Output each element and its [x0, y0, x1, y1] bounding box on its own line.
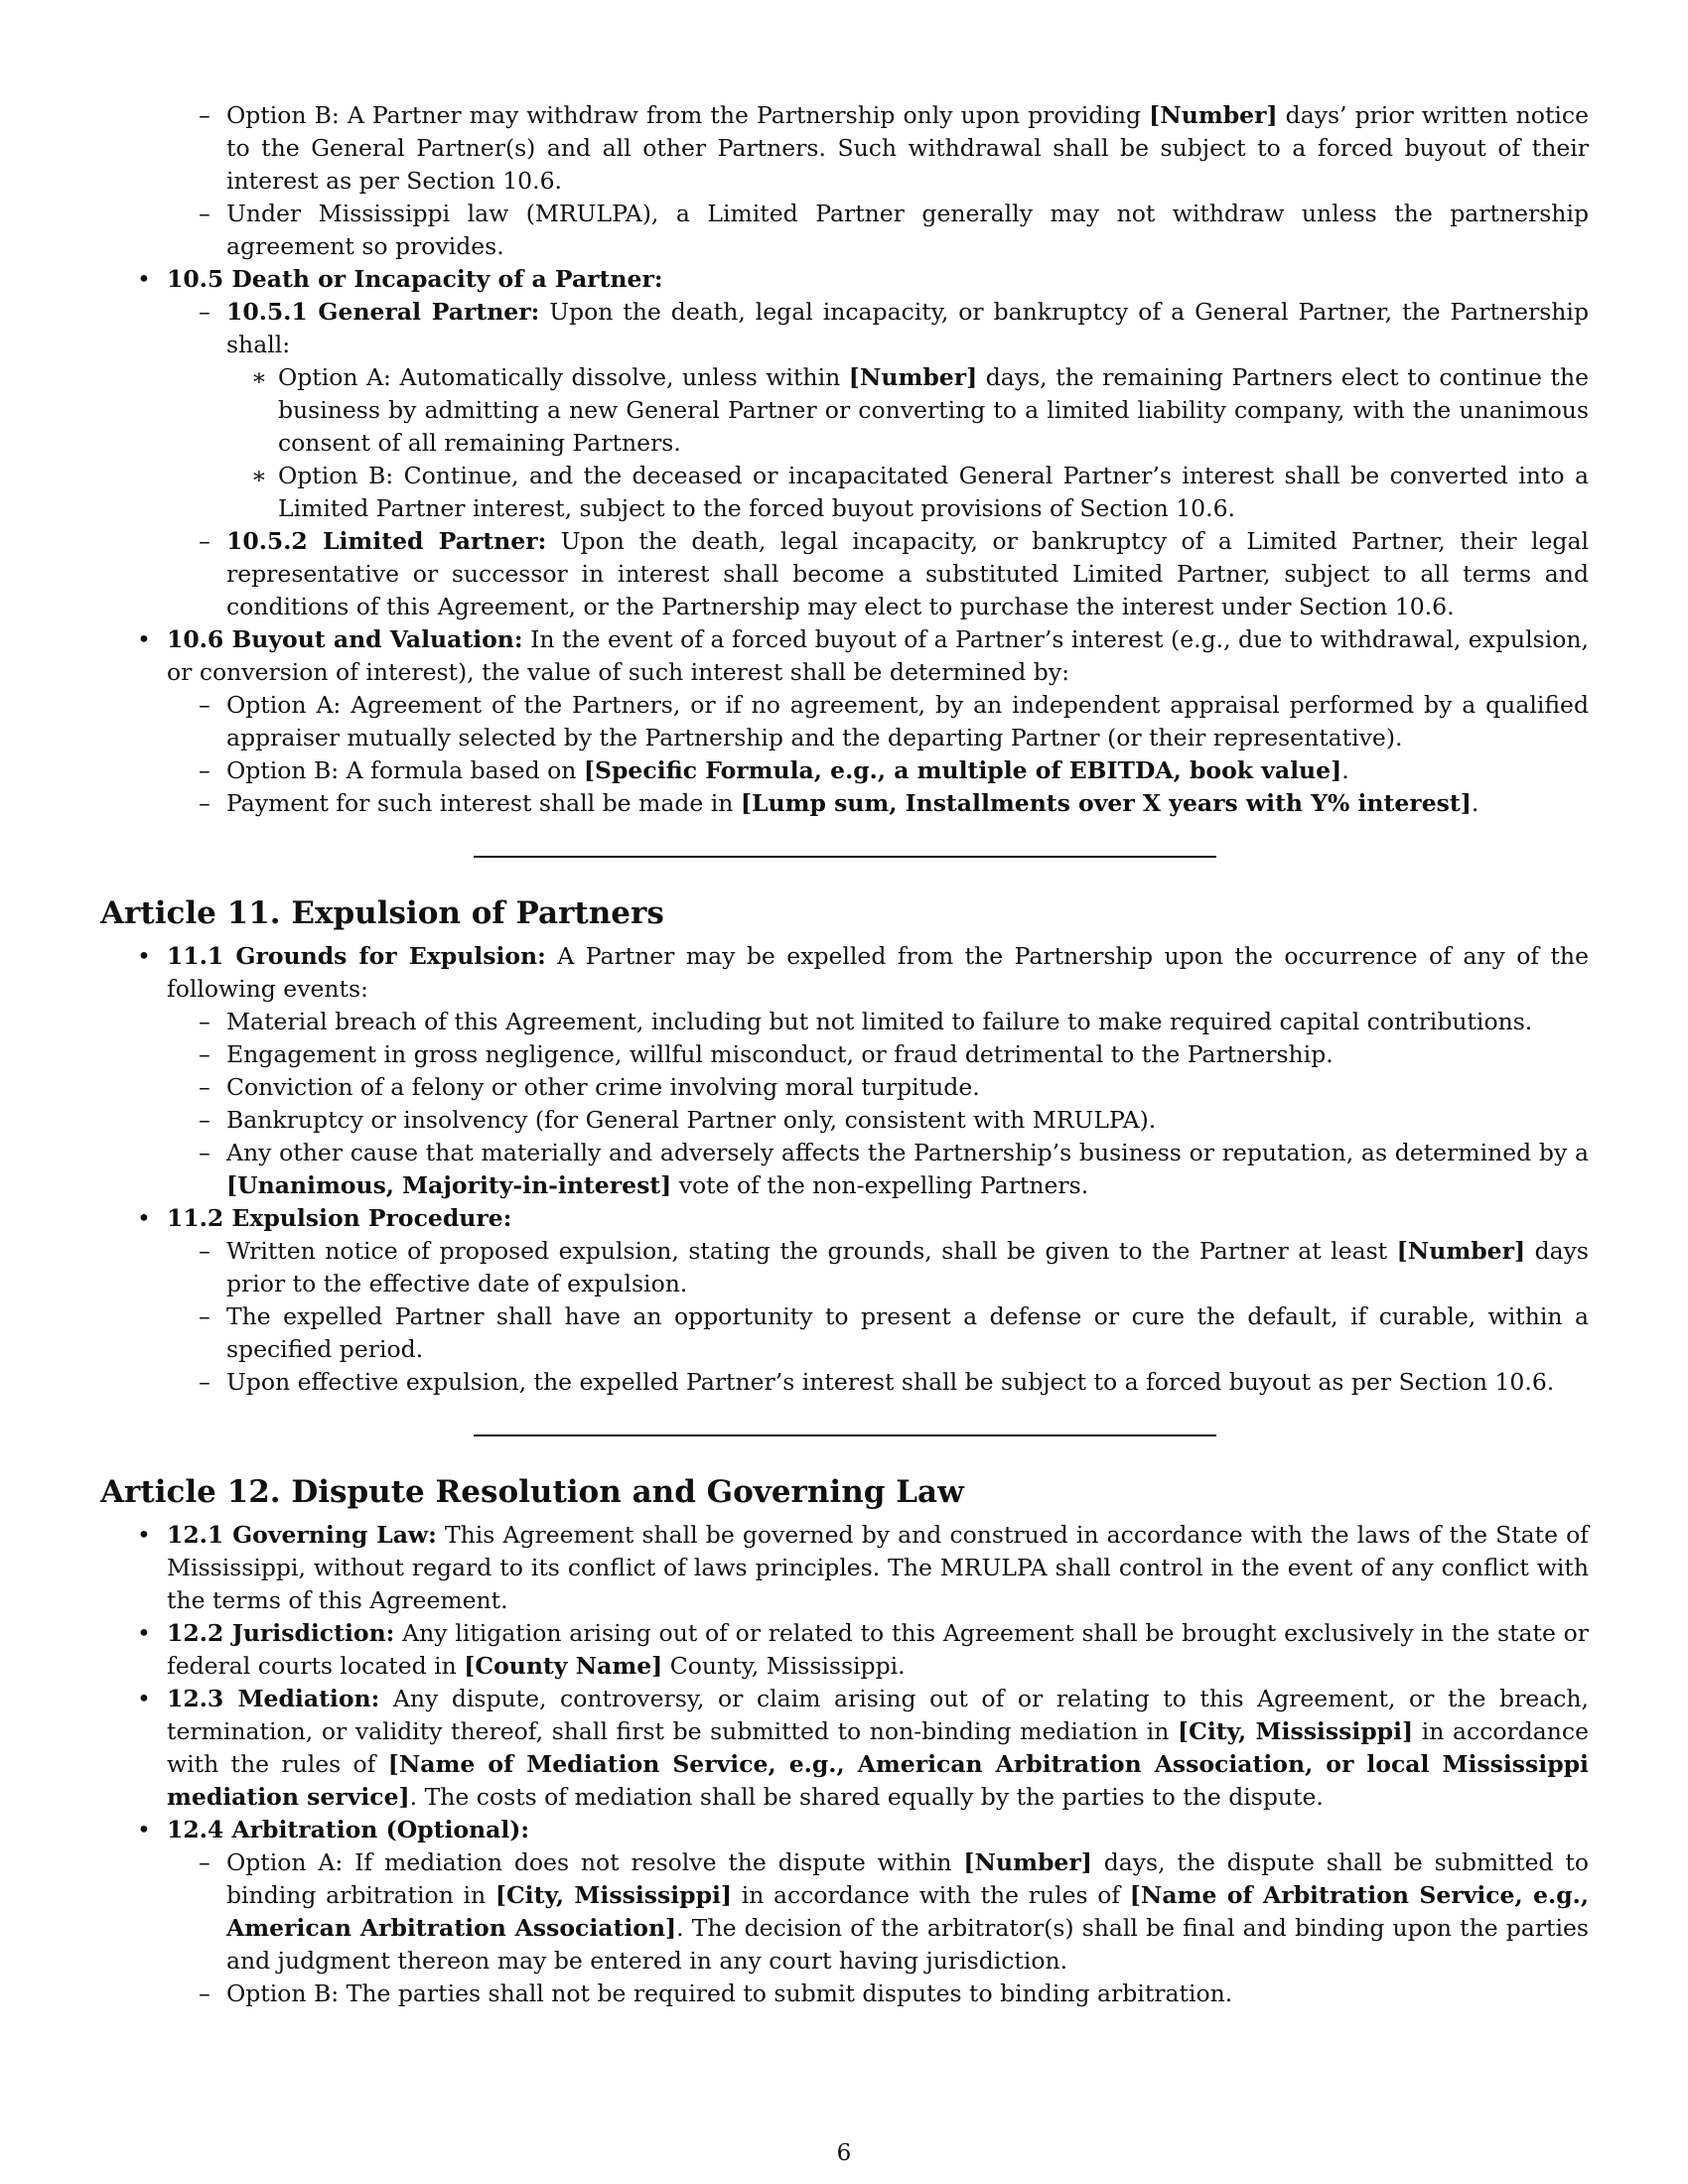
- list-item-ground-2: – Engagement in gross negligence, willful misconduct, or fraud detrimental to the Partnership.: [167, 1038, 1589, 1071]
- list-item-withdrawal-option-b: – Option B: A Partner may withdraw from the Partnership only upon providing [Number] days’ prior written notice to the General Partner(s) and all other Partners. Such withdrawal shall be subject to a forced buyout of their interest as per Section 10.6.: [167, 99, 1589, 198]
- article-12-heading: Article 12. Dispute Resolution and Governing Law: [100, 1474, 964, 1510]
- list-item-ground-4: – Bankruptcy or insolvency (for General Partner only, consistent with MRULPA).: [167, 1104, 1589, 1137]
- list-item-ground-1: – Material breach of this Agreement, including but not limited to failure to make required capital contributions.: [167, 1006, 1589, 1038]
- list-item-effective-expulsion: – Upon effective expulsion, the expelled Partner’s interest shall be subject to a forced buyout as per Section 10.6.: [167, 1366, 1589, 1399]
- section-10-5: [100, 263, 1589, 623]
- section-12-2: • 12.2 Jurisdiction: Any litigation arising out of or related to this Agreement shall be brought exclusively in the state or federal courts located in [County Name] County, Mississippi.: [100, 1617, 1589, 1683]
- document-page: [100, 99, 1589, 2010]
- list-item-gp-option-a: ∗ Option A: Automatically dissolve, unless within [Number] days, the remaining Partners elect to continue the business by admitting a new General Partner or converting to a limited liability company, with the unanimous consent of all remaining Partners.: [226, 361, 1589, 460]
- list-item-defense: – The expelled Partner shall have an opportunity to present a defense or cure the default, if curable, within a specified period.: [167, 1300, 1589, 1366]
- section-10-5-title: 10.5 Death or Incapacity of a Partner:: [167, 265, 663, 293]
- page-number: 6: [836, 2140, 852, 2166]
- section-11-1: • 11.1 Grounds for Expulsion: A Partner may be expelled from the Partnership upon the occurrence of any of the following events: – Material breach of this Agreement, including but not limited to failure to make required capital contributions. – Engagement in gross negligence, willful misconduct, or fraud detrimental to the Partnership. – Conviction of a felony or other crime involving moral turpitude. – Bankruptcy or insolvency (for General Partner only, consistent with MRULPA). – Any other cause that materially and adversely affects the Partnership’s business or reputation, as determined by a [Unanimous, Majority-in-interest] vote of the non-expelling Partners.: [100, 940, 1589, 1202]
- article-10-continuation: [100, 99, 1589, 263]
- list-item-notice: – Written notice of proposed expulsion, stating the grounds, shall be given to the Partner at least [Number] days prior to the effective date of expulsion.: [167, 1235, 1589, 1300]
- list-item-ground-3: – Conviction of a felony or other crime involving moral turpitude.: [167, 1071, 1589, 1104]
- list-item-payment: – Payment for such interest shall be made in [Lump sum, Installments over X years with Y% interest].: [167, 787, 1589, 820]
- list-item-arbitration-option-b: – Option B: The parties shall not be required to submit disputes to binding arbitration.: [167, 1978, 1589, 2010]
- article-11-heading: Article 11. Expulsion of Partners: [100, 895, 664, 931]
- list-item-valuation-option-a: – Option A: Agreement of the Partners, or if no agreement, by an independent appraisal performed by a qualified appraiser mutually selected by the Partnership and the departing Partner (or their representative).: [167, 689, 1589, 754]
- list-item-mississippi-law: – Under Mississippi law (MRULPA), a Limited Partner generally may not withdraw unless the partnership agreement so provides.: [167, 198, 1589, 263]
- section-12-4: • 12.4 Arbitration (Optional): – Option A: If mediation does not resolve the dispute within [Number] days, the dispute shall be submitted to binding arbitration in [City, Mississippi] in accordance with the rules of [Name of Arbitration Service, e.g., American Arbitration Association]. The decision of the arbitrator(s) shall be final and binding upon the parties and judgment thereon may be entered in any court having jurisdiction. – Option B: The parties shall not be required to submit disputes to binding arbitration.: [100, 1814, 1589, 2010]
- section-10-6: • 10.6 Buyout and Valuation: In the event of a forced buyout of a Partner’s interest (e.g., due to withdrawal, expulsion, or conversion of interest), the value of such interest shall be determined by: – Option A: Agreement of the Partners, or if no agreement, by an independent appraisal performed by a qualified appraiser mutually selected by the Partnership and the departing Partner (or their representative). – Option B: A formula based on [Specific Formula, e.g., a multiple of EBITDA, book value]. – Payment for such interest shall be made in [Lump sum, Installments over X years with Y% interest].: [100, 623, 1589, 820]
- section-10-5-1: – 10.5.1 General Partner: Upon the death, legal incapacity, or bankruptcy of a General Partner, the Partnership shall: ∗ Option A: Automatically dissolve, unless within [Number] days, the remaining Partners elect to continue the business by admitting a new General Partner or converting to a limited liability company, with the unanimous consent of all remaining Partners. ∗ Option B: Continue, and the deceased or incapacitated General Partner’s interest shall be converted into a Limited Partner interest, subject to the forced buyout provisions of Section 10.6.: [167, 296, 1589, 525]
- section-10-5-2: – 10.5.2 Limited Partner: Upon the death, legal incapacity, or bankruptcy of a Limited Partner, their legal representative or successor in interest shall become a substituted Limited Partner, subject to all terms and conditions of this Agreement, or the Partnership may elect to purchase the interest under Section 10.6.: [167, 525, 1589, 623]
- section-10-list: [100, 263, 1589, 820]
- list-item-arbitration-option-a: – Option A: If mediation does not resolve the dispute within [Number] days, the dispute shall be submitted to binding arbitration in [City, Mississippi] in accordance with the rules of [Name of Arbitration Service, e.g., American Arbitration Association]. The decision of the arbitrator(s) shall be final and binding upon the parties and judgment thereon may be entered in any court having jurisdiction.: [167, 1846, 1589, 1978]
- article-12-list: [100, 1519, 1589, 2010]
- list-item-valuation-option-b: – Option B: A formula based on [Specific Formula, e.g., a multiple of EBITDA, book value].: [167, 754, 1589, 787]
- section-11-2: • 11.2 Expulsion Procedure: – Written notice of proposed expulsion, stating the grounds, shall be given to the Partner at least [Number] days prior to the effective date of expulsion. – The expelled Partner shall have an opportunity to present a defense or cure the default, if curable, within a specified period. – Upon effective expulsion, the expelled Partner’s interest shall be subject to a forced buyout as per Section 10.6.: [100, 1202, 1589, 1399]
- section-12-3: • 12.3 Mediation: Any dispute, controversy, or claim arising out of or relating to this Agreement, or the breach, termination, or validity thereof, shall first be submitted to non-binding mediation in [City, Mississippi] in accordance with the rules of [Name of Mediation Service, e.g., American Arbitration Association, or local Mississippi mediation service]. The costs of mediation shall be shared equally by the parties to the dispute.: [100, 1683, 1589, 1814]
- article-11-list: [100, 940, 1589, 1399]
- section-12-1: • 12.1 Governing Law: This Agreement shall be governed by and construed in accordance with the laws of the State of Mississippi, without regard to its conflict of laws principles. The MRULPA shall control in the event of any conflict with the terms of this Agreement.: [100, 1519, 1589, 1617]
- list-item-ground-5: – Any other cause that materially and adversely affects the Partnership’s business or reputation, as determined by a [Unanimous, Majority-in-interest] vote of the non-expelling Partners.: [167, 1137, 1589, 1202]
- list-item-gp-option-b: ∗ Option B: Continue, and the deceased or incapacitated General Partner’s interest shall be converted into a Limited Partner interest, subject to the forced buyout provisions of Section 10.6.: [226, 460, 1589, 525]
